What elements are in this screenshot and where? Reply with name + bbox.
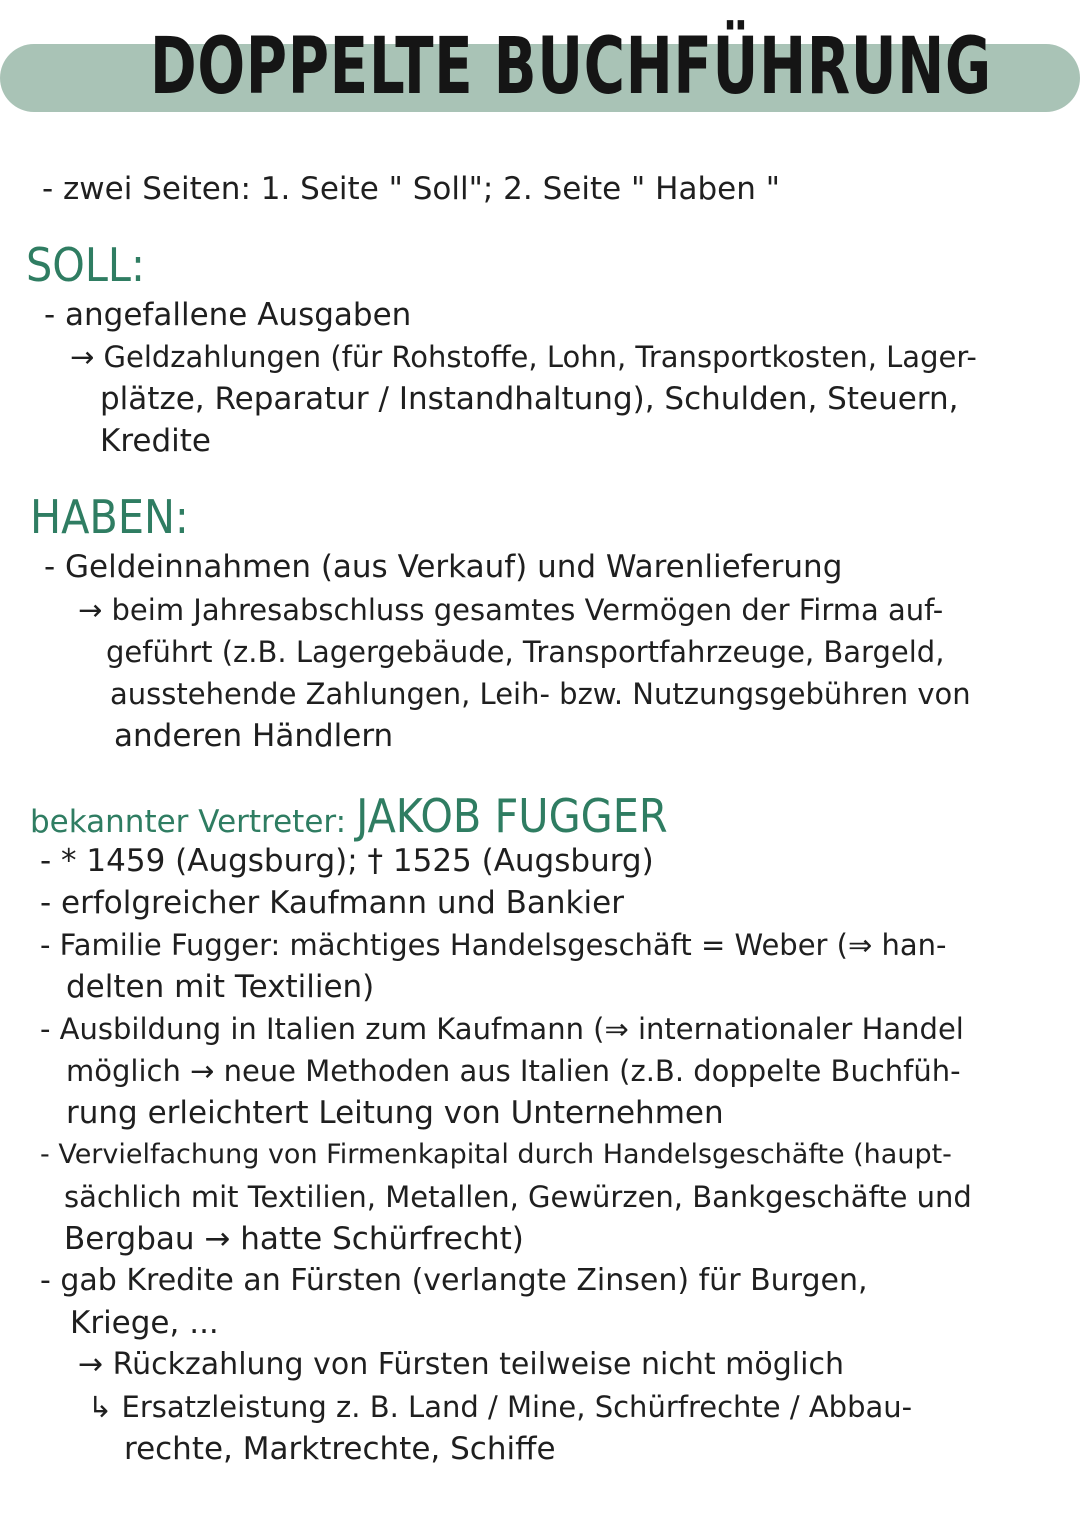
vertreter-line: möglich → neue Methoden aus Italien (z.B. doppelte Buchfüh- <box>66 1054 961 1088</box>
vertreter-line: - Familie Fugger: mächtiges Handelsgeschäft = Weber (⇒ han- <box>40 928 947 962</box>
haben-line: → beim Jahresabschluss gesamtes Vermögen der Firma auf- <box>78 593 944 627</box>
soll-line: → Geldzahlungen (für Rohstoffe, Lohn, Transportkosten, Lager- <box>70 340 977 374</box>
vertreter-line: - Vervielfachung von Firmenkapital durch Handelsgeschäfte (haupt- <box>40 1139 952 1170</box>
haben-line: - Geldeinnahmen (aus Verkauf) und Warenlieferung <box>44 549 843 585</box>
vertreter-line: - erfolgreicher Kaufmann und Bankier <box>40 885 624 921</box>
vertreter-line: delten mit Textilien) <box>66 969 375 1005</box>
vertreter-line: sächlich mit Textilien, Metallen, Gewürzen, Bankgeschäfte und <box>64 1180 972 1214</box>
soll-line: - angefallene Ausgaben <box>44 297 412 333</box>
soll-heading: SOLL: <box>26 238 145 292</box>
haben-heading: HABEN: <box>30 490 189 544</box>
vertreter-line: Kriege, ... <box>70 1305 219 1341</box>
vertreter-line: - * 1459 (Augsburg); † 1525 (Augsburg) <box>40 843 654 879</box>
haben-line: geführt (z.B. Lagergebäude, Transportfahrzeuge, Bargeld, <box>106 635 945 669</box>
haben-line: anderen Händlern <box>114 718 394 754</box>
intro-line: - zwei Seiten: 1. Seite " Soll"; 2. Seite " Haben " <box>42 171 780 207</box>
soll-line: plätze, Reparatur / Instandhaltung), Schulden, Steuern, <box>100 381 959 417</box>
vertreter-line: ↳ Ersatzleistung z. B. Land / Mine, Schürfrechte / Abbau- <box>88 1390 913 1424</box>
vertreter-line: - Ausbildung in Italien zum Kaufmann (⇒ internationaler Handel <box>40 1012 964 1046</box>
vertreter-line: - gab Kredite an Fürsten (verlangte Zinsen) für Burgen, <box>40 1263 868 1298</box>
haben-line: ausstehende Zahlungen, Leih- bzw. Nutzungsgebühren von <box>110 677 971 711</box>
vertreter-line: → Rückzahlung von Fürsten teilweise nicht möglich <box>78 1347 844 1382</box>
vertreter-line: rechte, Marktrechte, Schiffe <box>124 1431 556 1467</box>
vertreter-name: JAKOB FUGGER <box>356 789 668 843</box>
vertreter-label: bekannter Vertreter: <box>30 804 347 840</box>
vertreter-line: rung erleichtert Leitung von Unternehmen <box>66 1095 724 1131</box>
page-title: DOPPELTE BUCHFÜHRUNG <box>150 22 992 112</box>
vertreter-line: Bergbau → hatte Schürfrecht) <box>64 1221 524 1257</box>
soll-line: Kredite <box>100 423 211 459</box>
